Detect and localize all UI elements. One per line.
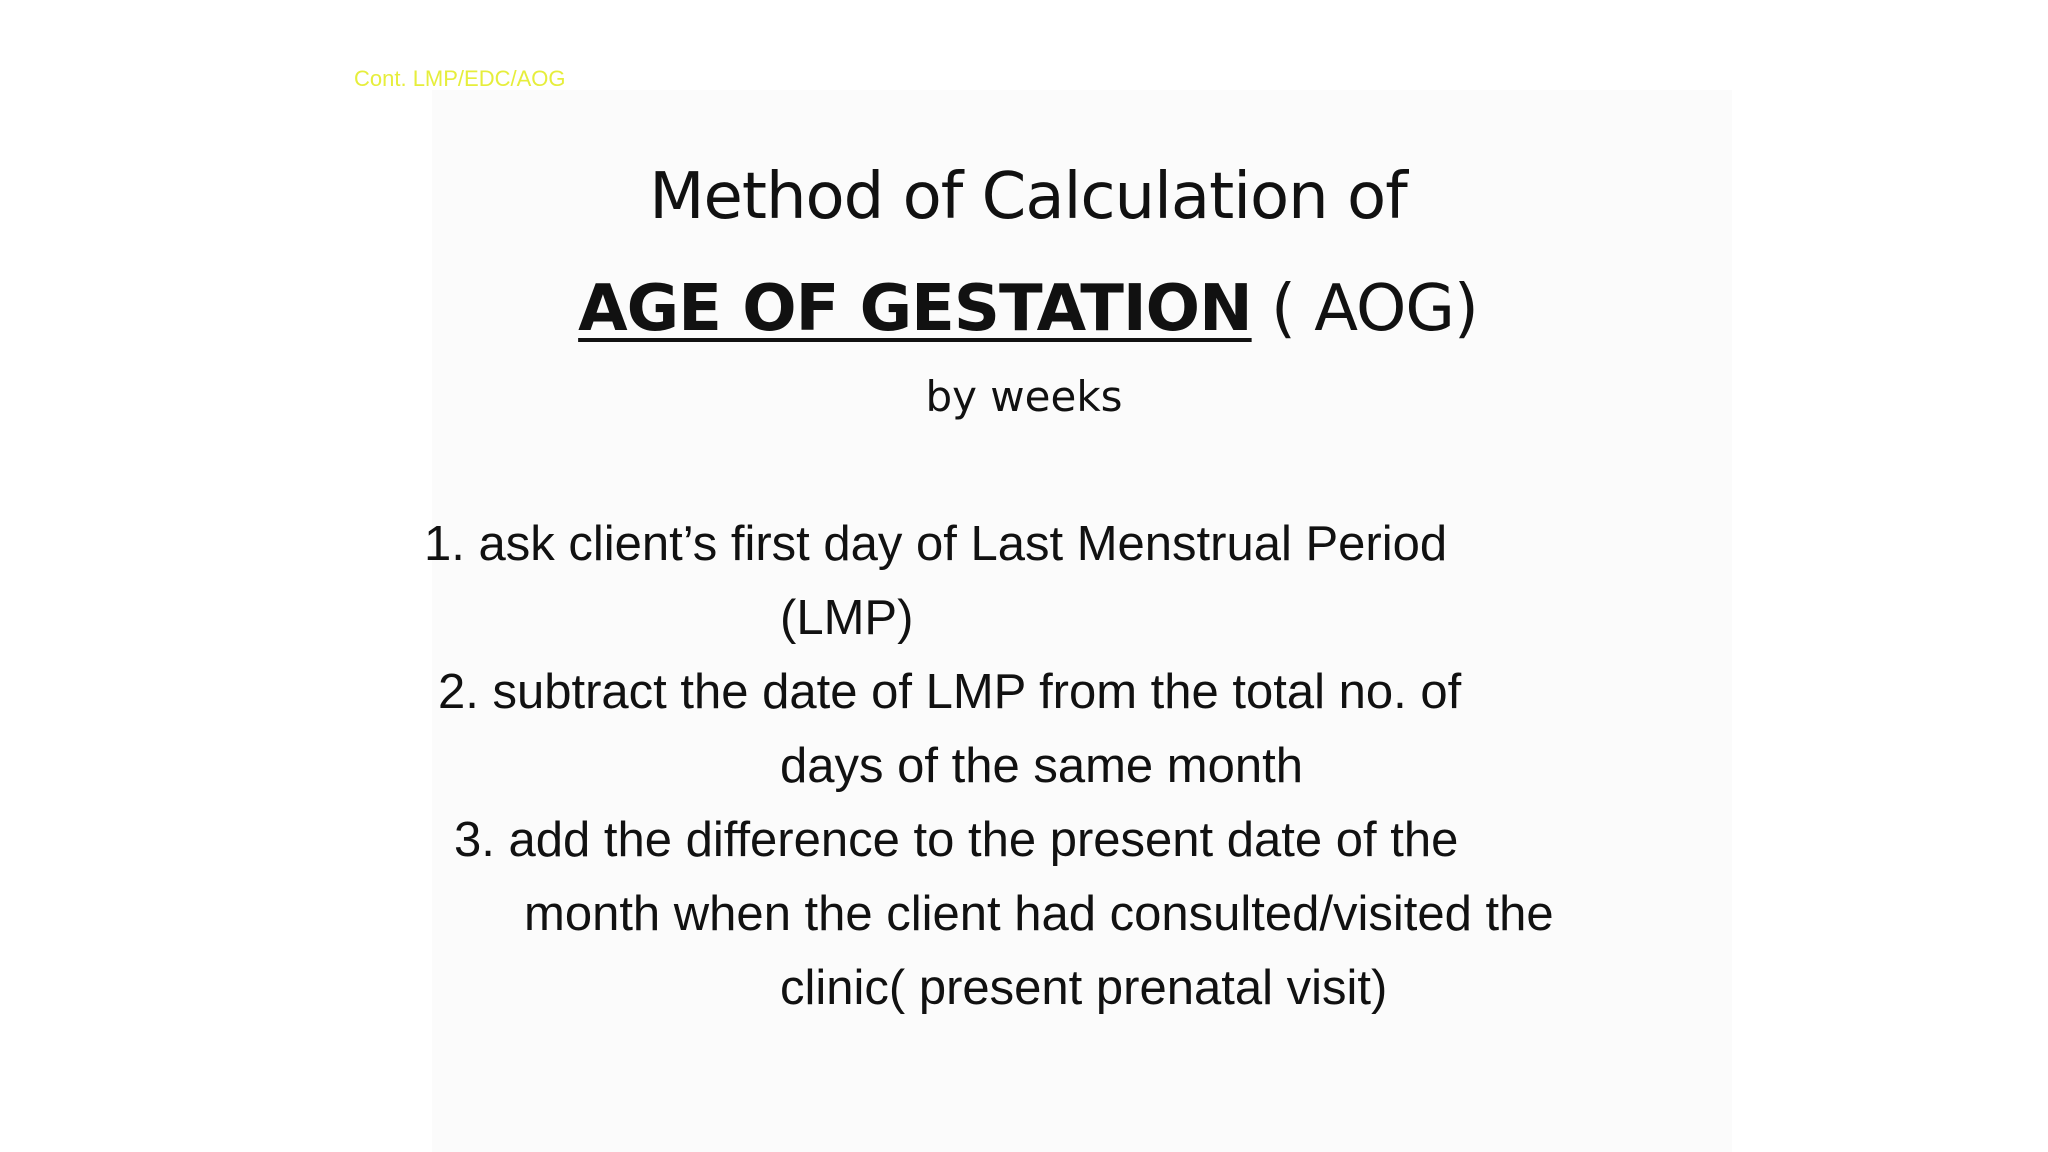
- step-1-line-1: 1. ask client’s first day of Last Menstrual Period: [424, 517, 1448, 571]
- title-line-2: [4, 272, 2048, 346]
- step-3-line-2: month when the client had consulted/visited the: [524, 887, 1554, 941]
- title-line-1: Method of Calculation of: [649, 160, 1407, 234]
- title-emphasis: AGE OF GESTATION: [578, 272, 1252, 346]
- step-2-line-2: days of the same month: [780, 739, 1303, 793]
- step-2-line-1: 2. subtract the date of LMP from the total no. of: [438, 665, 1462, 719]
- title-abbreviation: ( AOG): [1251, 272, 1478, 346]
- subtitle: by weeks: [925, 372, 1123, 421]
- step-3-line-3: clinic( present prenatal visit): [780, 961, 1388, 1015]
- section-header-tag: Cont. LMP/EDC/AOG: [354, 66, 566, 91]
- step-1-line-2: (LMP): [780, 591, 914, 645]
- step-3-line-1: 3. add the difference to the present date of the: [454, 813, 1459, 867]
